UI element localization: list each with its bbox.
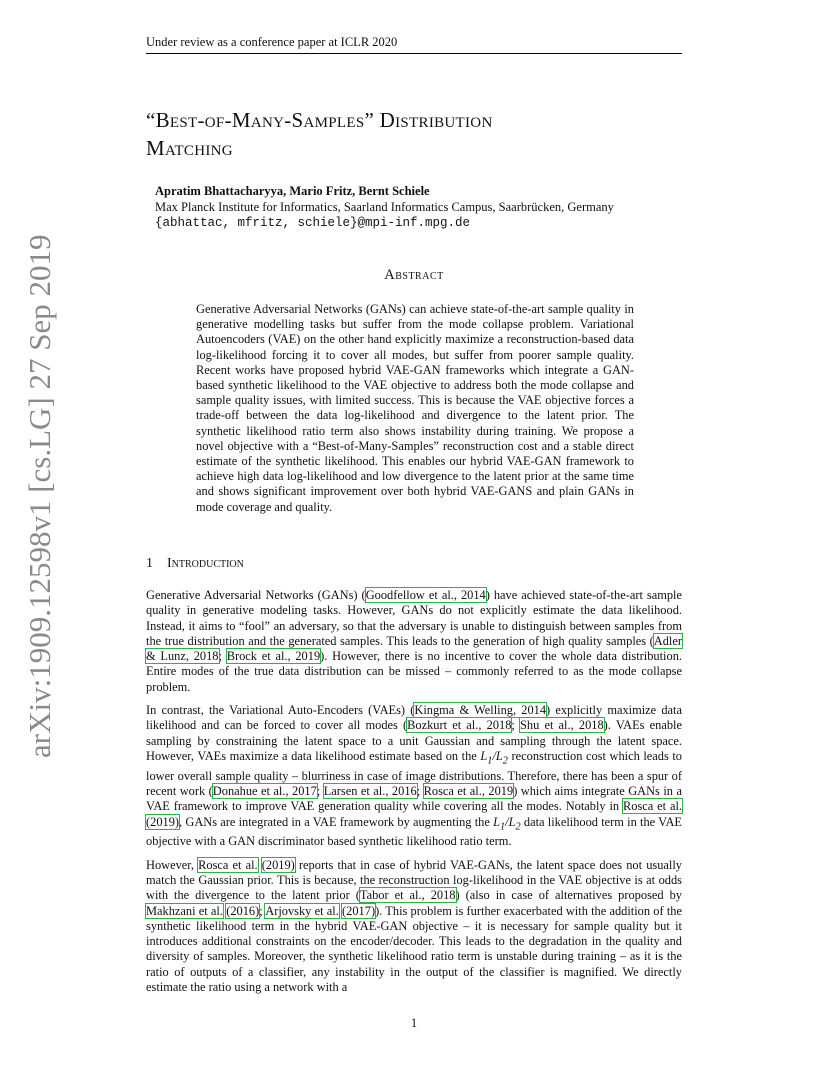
- citation-link[interactable]: [146, 815, 179, 829]
- citation-year: 2018: [430, 888, 456, 903]
- citation-link[interactable]: [414, 703, 546, 717]
- text: ). VAEs enable sampling by constraining the latent space to a unit Gaussian and sampling through the latent space. However, VAEs maximize a data likelihood estimate based on the: [146, 718, 682, 763]
- running-header: Under review as a conference paper at ICLR 2020: [146, 35, 682, 54]
- citation-year: 2016: [391, 784, 417, 799]
- paper-title: [146, 106, 706, 162]
- citation-author: Brock et al.,: [226, 649, 291, 664]
- math-l1-l2: [493, 814, 521, 833]
- author-names: Apratim Bhattacharyya, Mario Fritz, Bernt Schiele: [155, 184, 430, 198]
- citation-year: 2018: [578, 718, 604, 733]
- paragraph-1: Generative Adversarial Networks (GANs) (Goodfellow et al., 2014) have achieved state-of-the-art sample quality in generative modeling tasks. However, GANs do not explicitly estimate the data likelihood. Instead, it aims to “fool” an adversary, so that the adversary is unable to distinguish between samples from the true distribution and the generated samples. This leads to the generation of high quality samples (Adler & Lunz, 2018; Brock et al., 2019). However, there is no incentive to cover the whole data distribution. Entire modes of the true data distribution can be missed – commonly referred to as the mode collapse problem.: [146, 588, 682, 694]
- math-sub: 1: [499, 821, 506, 833]
- math-var: /L: [492, 748, 503, 763]
- paragraph-3: However, Rosca et al. (2019) reports that in case of hybrid VAE-GANs, the latent space does not usually match the Gaussian prior. This is because, the reconstruction log-likelihood in the VAE objective is at odds with the divergence to the latent prior (Tabor et al., 2018) (also in case of alternatives proposed by Makhzani et al. (2016); Arjovsky et al. (2017)). This problem is further exacerbated with the addition of the synthetic likelihood term in the hybrid VAE-GAN objective – it is necessary for sample quality but it introduces additional constraints on the encoder/decoder. This leads to the degradation in the quality and diversity of samples. Moreover, the synthetic likelihood ratio term is unstable during training – as it is the ratio of outputs of a classifier, any instability in the output of the classifier is magnified. We directly estimate the ratio using a network with a: [146, 857, 682, 995]
- title-line-2: Matching: [146, 136, 233, 160]
- math-var: L: [480, 748, 488, 763]
- affiliation: Max Planck Institute for Informatics, Saarland Informatics Campus, Saarbrücken, Germany: [155, 200, 614, 214]
- text: reports that in case of hybrid VAE-GANs, the latent space does not usually match the Gaussian prior. This is because, the reconstruction log-likelihood in the VAE objective is at odds with the divergence to the latent prior (: [146, 857, 682, 903]
- citation-year: (2019): [261, 857, 295, 872]
- text: ) (also in case of alternatives proposed by: [455, 888, 682, 903]
- citation-author: Tabor et al.,: [359, 888, 425, 903]
- abstract-text: Generative Adversarial Networks (GANs) can achieve state-of-the-art sample quality in generative modelling tasks but suffer from the mode collapse problem. Variational Autoencoders (VAE) on the other hand explicitly maximize a reconstruction-based data log-likelihood forcing it to cover all modes, but suffer from poorer sample quality. Recent works have proposed hybrid VAE-GAN frameworks which integrate a GAN-based synthetic likelihood to the VAE objective to address both the mode collapse and sample quality issues, with limited success. This is because the VAE objective forces a trade-off between the data log-likelihood and divergence to the latent prior. The synthetic likelihood ratio term also shows instability during training. We propose a novel objective with a “Best-of-Many-Samples” reconstruction cost and a stable direct estimate of the synthetic likelihood. This enables our hybrid VAE-GAN framework to achieve high data log-likelihood and low divergence to the latent prior at the same time and shows significant improvement over both hybrid VAE-GANS and plain GANs in mode coverage and quality.: [196, 302, 634, 514]
- section-number: 1: [146, 556, 153, 571]
- math-l1-l2: [480, 748, 508, 767]
- citation-author: Rosca et al.,: [423, 784, 485, 799]
- citation-year: (2017): [342, 903, 376, 918]
- arxiv-stamp: arXiv:1909.12598v1 [cs.LG] 27 Sep 2019: [22, 234, 57, 758]
- citation-link[interactable]: [342, 904, 375, 918]
- citation-author: Kingma & Welling,: [414, 703, 517, 718]
- text: ). This problem is further exacerbated with the addition of the synthetic likelihood term in the hybrid VAE-GAN objective – it is necessary for sample quality but it introduces additional constraints on the encoder/decoder. This leads to the degradation in the quality and diversity of samples. Moreover, the synthetic likelihood ratio term is unstable during training – as it is the ratio of outputs of a classifier, any instability in the output of the classifier is magnified. We directly estimate the ratio using a network with a: [146, 903, 682, 995]
- citation-year: 2019: [488, 784, 514, 799]
- citation-link[interactable]: [146, 904, 223, 918]
- citation-link[interactable]: [226, 904, 259, 918]
- author-email: {abhattac, mfritz, schiele}@mpi-inf.mpg.de: [155, 216, 471, 230]
- text: ) explicitly maximize data likelihood and can be forced to cover all modes (: [146, 703, 682, 733]
- citation-author: Makhzani et al.: [146, 903, 223, 918]
- text: In contrast, the Variational Auto-Encoders (VAEs) (: [146, 703, 415, 718]
- citation-link[interactable]: [262, 858, 295, 872]
- citation-year: (2016): [226, 903, 260, 918]
- citation-link[interactable]: [198, 858, 258, 872]
- text: ) which aims integrate GANs in a VAE framework to improve VAE generation quality while covering all the modes. Notably in: [146, 784, 682, 814]
- body-text: [146, 588, 682, 1003]
- citation-link[interactable]: [324, 784, 417, 798]
- citation-author: Arjovsky et al.: [265, 903, 339, 918]
- citation-author: Shu et al.,: [520, 718, 574, 733]
- citation-link[interactable]: [424, 784, 514, 798]
- text: However,: [146, 857, 199, 872]
- citation-author: Rosca et al.: [198, 857, 258, 872]
- text: data likelihood term in the VAE objective with a GAN discriminator based synthetic likelihood ratio term.: [146, 814, 683, 849]
- citation-year: 2019: [295, 649, 321, 664]
- citation-year: 2018: [486, 718, 512, 733]
- citation-author: Adler & Lunz,: [146, 633, 682, 664]
- text: ) have achieved state-of-the-art sample quality in generative modeling tasks. However, GANs do not explicitly estimate the data likelihood. Instead, it aims to “fool” an adversary, so that the adversary is unable to distinguish between samples from the true distribution and the generated samples. This leads to the generation of high quality samples (: [146, 588, 682, 648]
- citation-link[interactable]: [366, 588, 486, 602]
- citation-author: Goodfellow et al.,: [365, 588, 457, 602]
- citation-year: 2014: [521, 703, 547, 718]
- abstract-heading: Abstract: [384, 267, 444, 283]
- citation-link[interactable]: [520, 718, 604, 732]
- author-block: [155, 183, 715, 231]
- citation-year: 2014: [460, 588, 486, 602]
- math-sub: 2: [502, 755, 508, 767]
- title-line-1: “Best-of-Many-Samples” Distribution: [146, 108, 493, 132]
- math-var: L: [493, 814, 500, 829]
- citation-author: Rosca et al.: [623, 799, 682, 814]
- citation-year: (2019): [146, 814, 180, 829]
- citation-year: 2017: [292, 784, 317, 799]
- citation-link[interactable]: [265, 904, 339, 918]
- citation-link[interactable]: [407, 718, 511, 732]
- citation-author: Larsen et al.,: [323, 784, 389, 799]
- citation-year: 2018: [193, 649, 219, 664]
- citation-author: Donahue et al.,: [212, 784, 289, 799]
- citation-link[interactable]: [623, 799, 682, 813]
- paragraph-2: In contrast, the Variational Auto-Encoders (VAEs) (Kingma & Welling, 2014) explicitly maximize data likelihood and can be forced to cover all modes (Bozkurt et al., 2018; Shu et al., 2018). VAEs enable sampling by constraining the latent space to a unit Gaussian and sampling through the latent space. However, VAEs maximize a data likelihood estimate based on the $L_1/L_2$ reconstruction cost which leads to lower overall sample quality – blurriness in case of image distributions. Therefore, there has been a spur of recent work (Donahue et al., 2017; Larsen et al., 2016; Rosca et al., 2019) which aims integrate GANs in a VAE framework to improve VAE generation quality while covering all the modes. Notably in Rosca et al. (2019), GANs are integrated in a VAE framework by augmenting the $L_1/L_2$ data likelihood term in the VAE objective with a GAN discriminator based synthetic likelihood ratio term.: [146, 703, 683, 849]
- math-var: /L: [505, 814, 516, 829]
- citation-link[interactable]: [213, 784, 317, 798]
- citation-link[interactable]: [360, 888, 456, 902]
- citation-author: Bozkurt et al.,: [407, 718, 482, 733]
- math-sub: 1: [487, 755, 493, 767]
- text: , GANs are integrated in a VAE framework by augmenting the: [179, 814, 494, 829]
- page-number: 1: [410, 1016, 418, 1030]
- text: ). However, there is no incentive to cover the whole data distribution. Entire modes of the true data distribution can be missed – commonly referred to as the mode collapse problem.: [146, 649, 682, 694]
- text: Generative Adversarial Networks (GANs) (: [146, 588, 366, 602]
- math-sub: 2: [515, 821, 521, 833]
- text: reconstruction cost which leads to lower overall sample quality – blurriness in case of image distributions. Therefore, there has been a spur of recent work (: [146, 748, 682, 799]
- section-heading: [146, 556, 244, 572]
- citation-link[interactable]: [227, 649, 320, 663]
- section-title: Introduction: [167, 556, 244, 571]
